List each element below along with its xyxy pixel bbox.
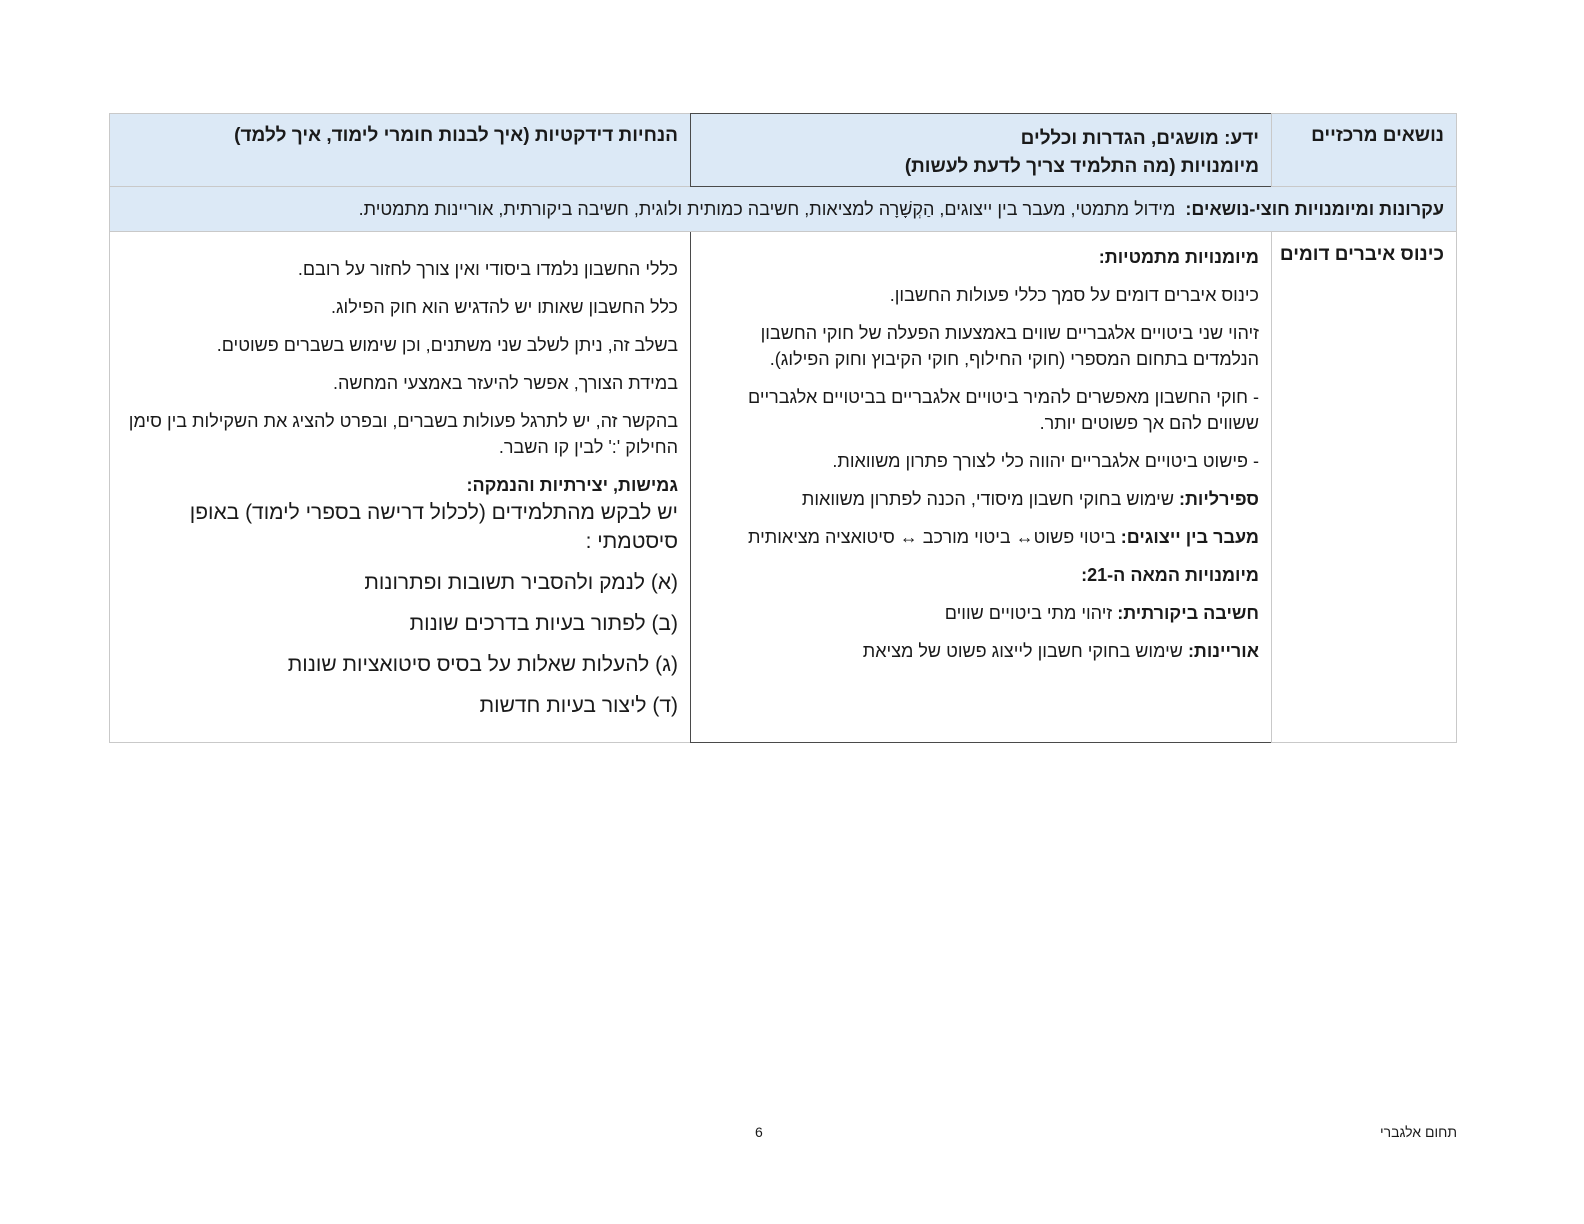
spiral-text: שימוש בחוקי חשבון מיסודי, הכנה לפתרון משוואות bbox=[801, 489, 1174, 509]
flex-item: (ד) ליצור בעיות חדשות bbox=[479, 694, 678, 717]
cross-topic bbox=[110, 187, 1456, 220]
skill-item: - פישוט ביטויים אלגבריים יהווה כלי לצורך פתרון משוואות. bbox=[832, 451, 1259, 471]
repr-line bbox=[701, 524, 1259, 550]
flex-item: (א) לנמק ולהסביר תשובות ופתרונות bbox=[364, 571, 678, 594]
flex-item: (ב) לפתור בעיות בדרכים שונות bbox=[409, 612, 678, 635]
critical-line bbox=[701, 600, 1259, 626]
literacy-text: שימוש בחוקי חשבון לייצוג פשוט של מציאת bbox=[862, 641, 1183, 661]
flex-item: (ג) להעלות שאלות על בסיס סיטואציות שונות bbox=[287, 653, 678, 676]
c21-title: מיומנויות המאה ה-21: bbox=[1081, 565, 1259, 585]
didactic-item: כללי החשבון נלמדו ביסודי ואין צורך לחזור על רובם. bbox=[297, 259, 678, 279]
content-row bbox=[110, 232, 1457, 743]
didactic-item: בשלב זה, ניתן לשלב שני משתנים, וכן שימוש בשברים פשוטים. bbox=[216, 335, 678, 355]
flex-title: גמישות, יצירתיות והנמקה: bbox=[466, 475, 678, 495]
cross-topic-row bbox=[110, 187, 1457, 232]
skill-item: זיהוי שני ביטויים אלגבריים שווים באמצעות הפעלה של חוקי החשבון הנלמדים בתחום המספרי (חוקי החילוף, חוקי הקיבוץ וחוק הפילוג). bbox=[760, 323, 1259, 369]
repr-text: ביטוי פשוט↔ ביטוי מורכב ↔ סיטואציה מציאותית bbox=[748, 527, 1116, 547]
literacy-label: אוריינות: bbox=[1187, 641, 1259, 661]
spiral-label: ספירליות: bbox=[1179, 489, 1259, 509]
header-topics: נושאים מרכזיים bbox=[1311, 125, 1444, 146]
row-topic: כינוס איברים דומים bbox=[1279, 244, 1444, 265]
literacy-line bbox=[701, 638, 1259, 664]
didactic-item: בהקשר זה, יש לתרגל פעולות בשברים, ובפרט להציג את השקילות בין סימן החילוק ':' לבין קו השבר. bbox=[128, 411, 678, 457]
didactic-cell bbox=[110, 232, 690, 742]
cross-topic-label: עקרונות ומיומנויות חוצי-נושאים: bbox=[1185, 199, 1444, 219]
skills-cell bbox=[691, 232, 1271, 686]
critical-label: חשיבה ביקורתית: bbox=[1117, 603, 1259, 623]
cross-topic-text: מידול מתמטי, מעבר בין ייצוגים, הַקְשָׁרָה למציאות, חשיבה כמותית ולוגית, חשיבה ביקורתית, אוריינות מתמטית. bbox=[358, 199, 1176, 219]
footer-section: תחום אלגברי bbox=[1380, 1124, 1457, 1140]
header-knowledge-line2: מיומנויות (מה התלמיד צריך לדעת לעשות) bbox=[904, 156, 1259, 177]
header-didactic: הנחיות דידקטיות (איך לבנות חומרי לימוד, איך ללמד) bbox=[234, 125, 678, 146]
didactic-item: כלל החשבון שאותו יש להדגיש הוא חוק הפילוג. bbox=[330, 297, 678, 317]
header-knowledge-line1: ידע: מושגים, הגדרות וכללים bbox=[1020, 128, 1259, 149]
skill-item: - חוקי החשבון מאפשרים להמיר ביטויים אלגבריים בביטויים אלגבריים ששווים להם אך פשוטים יותר. bbox=[747, 387, 1259, 433]
header-knowledge bbox=[691, 114, 1271, 181]
flex-intro: יש לבקש מהתלמידים (לכלול דרישה בספרי לימוד) באופן סיסטמתי : bbox=[189, 501, 678, 553]
spiral-line bbox=[701, 486, 1259, 512]
page-number: 6 bbox=[755, 1124, 763, 1140]
header-row bbox=[110, 114, 1457, 187]
repr-label: מעבר בין ייצוגים: bbox=[1120, 527, 1259, 547]
skill-item: כינוס איברים דומים על סמך כללי פעולות החשבון. bbox=[889, 285, 1259, 305]
didactic-item: במידת הצורך, אפשר להיעזר באמצעי המחשה. bbox=[332, 373, 678, 393]
curriculum-table bbox=[113, 113, 1457, 743]
critical-text: זיהוי מתי ביטויים שווים bbox=[944, 603, 1113, 623]
math-skills-title: מיומנויות מתמטיות: bbox=[1098, 247, 1259, 267]
